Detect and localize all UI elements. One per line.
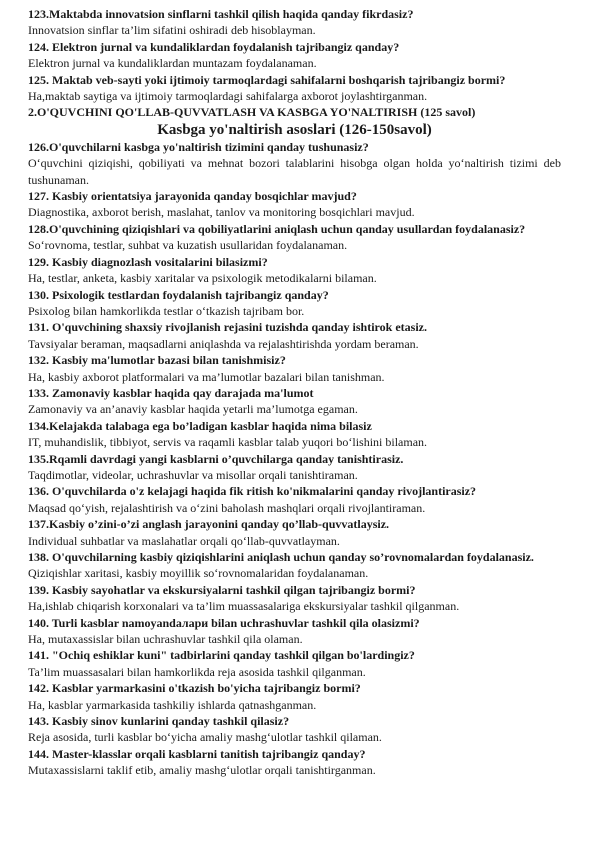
- answer-143: Reja asosida, turli kasblar bo‘yicha amaliy mashg‘ulotlar tashkil qilaman.: [28, 730, 382, 745]
- question-124: 124. Elektron jurnal va kundaliklardan foydalanish tajribangiz qanday?: [28, 39, 400, 54]
- answer-123: Innovatsion sinflar ta’lim sifatini oshiradi deb hisoblayman.: [28, 23, 316, 38]
- answer-128: So‘rovnoma, testlar, suhbat va kuzatish usullaridan foydalanaman.: [28, 238, 348, 253]
- answer-141: Ta’lim muassasalari bilan hamkorlikda reja asosida tashkil qilganman.: [28, 664, 366, 679]
- question-127: 127. Kasbiy orientatsiya jarayonida qanday bosqichlar mavjud?: [28, 189, 357, 204]
- answer-140: Ha, mutaxassislar bilan uchrashuvlar tashkil qila olaman.: [28, 632, 303, 647]
- answer-133: Zamonaviy va an’anaviy kasblar haqida yetarli ma’lumotga egaman.: [28, 402, 358, 417]
- answer-132: Ha, kasbiy axborot platformalari va ma’lumotlar bazalari bilan tanishman.: [28, 369, 385, 384]
- question-142: 142. Kasblar yarmarkasini o'tkazish bo'yicha tajribangiz bormi?: [28, 681, 361, 696]
- question-144: 144. Master-klasslar orqali kasblarni tanitish tajribangiz qanday?: [28, 746, 366, 761]
- answer-139: Ha,ishlab chiqarish korxonalari va ta’lim muassasalariga ekskursiyalar tashkil qilganman.: [28, 599, 460, 614]
- question-130: 130. Psixologik testlardan foydalanish tajribangiz qanday?: [28, 287, 329, 302]
- question-134: 134.Kelajakda talabaga ega bo’ladigan kasblar haqida nima bilasiz: [28, 418, 372, 433]
- question-136: 136. O'quvchilarda o'z kelajagi haqida fik ritish ko'nikmalarini qanday rivojlantirasiz?: [28, 484, 477, 499]
- question-123: 123.Maktabda innovatsion sinflarni tashkil qilish haqida qanday fikrdasiz?: [28, 7, 414, 21]
- answer-142: Ha, kasblar yarmarkasida tashkiliy ishlarda qatnashganman.: [28, 697, 317, 712]
- question-128: 128.O'quvchining qiziqishlari va qobiliyatlarini aniqlash uchun qanday usullardan foydalanasiz?: [28, 221, 526, 236]
- question-125: 125. Maktab veb-sayti yoki ijtimoiy tarmoqlardagi sahifalarni boshqarish tajribangiz bormi?: [28, 72, 506, 87]
- answer-130: Psixolog bilan hamkorlikda testlar o‘tkazish tajribam bor.: [28, 303, 305, 318]
- answer-131: Tavsiyalar beraman, maqsadlarni aniqlashda va rejalashtirishda yordam beraman.: [28, 336, 419, 351]
- question-129: 129. Kasbiy diagnozlash vositalarini bilasizmi?: [28, 254, 268, 269]
- question-138: 138. O'quvchilarning kasbiy qiziqishlarini aniqlash uchun qanday so’rovnomalardan foydalanasiz.: [28, 550, 534, 564]
- answer-138: Qiziqishlar xaritasi, kasbiy moyillik so‘rovnomalaridan foydalanaman.: [28, 566, 369, 581]
- question-137: 137.Kasbiy o’zini-o’zi anglash jarayonini qanday qo’llab-quvvatlaysiz.: [28, 517, 390, 532]
- answer-124: Elektron jurnal va kundaliklardan muntazam foydalanaman.: [28, 56, 317, 71]
- answer-134: IT, muhandislik, tibbiyot, servis va raqamli kasblar talab yuqori bo‘lishini bilaman.: [28, 435, 428, 450]
- answer-136: Maqsad qo‘yish, rejalashtirish va o‘zini baholash mashqlari orqali rivojlantiraman.: [28, 500, 426, 515]
- question-140: 140. Turli kasblar namoyandaлари bilan uchrashuvlar tashkil qila olasizmi?: [28, 615, 420, 630]
- qa-list: [28, 139, 561, 779]
- section-subtitle: Kasbga yo'naltirish asoslari (126-150savol): [157, 121, 432, 138]
- answer-129: Ha, testlar, anketa, kasbiy xaritalar va psixologik metodikalarni bilaman.: [28, 271, 377, 286]
- question-143: 143. Kasbiy sinov kunlarini qanday tashkil qilasiz?: [28, 714, 290, 729]
- answer-127: Diagnostika, axborot berish, maslahat, tanlov va monitoring bosqichlari mavjud.: [28, 205, 415, 220]
- answer-126: O‘quvchini qiziqishi, qobiliyati va mehnat bozori talablarini hisobga olgan holda yo‘naltirish tizimi deb tushunaman.: [28, 156, 561, 187]
- question-133: 133. Zamonaviy kasblar haqida qay darajada ma'lumot: [28, 385, 314, 400]
- question-131: 131. O'quvchining shaxsiy rivojlanish rejasini tuzishda qanday ishtirok etasiz.: [28, 320, 427, 335]
- question-141: 141. "Ochiq eshiklar kuni" tadbirlarini qanday tashkil qilgan bo'lardingiz?: [28, 648, 415, 663]
- qa-block-top: [28, 6, 561, 104]
- question-139: 139. Kasbiy sayohatlar va ekskursiyalarni tashkil qilgan tajribangiz bormi?: [28, 582, 416, 597]
- section-title: 2.O'QUVCHINI QO'LLAB-QUVVATLASH VA KASBGA YO'NALTIRISH (125 savol): [28, 105, 476, 120]
- answer-144: Mutaxassislarni taklif etib, amaliy mashg‘ulotlar orqali tanishtirganman.: [28, 763, 376, 778]
- answer-125: Ha,maktab saytiga va ijtimoiy tarmoqlardagi sahifalarga axborot joylashtirganman.: [28, 89, 428, 104]
- question-132: 132. Kasbiy ma'lumotlar bazasi bilan tanishmisiz?: [28, 353, 286, 368]
- question-126: 126.O'quvchilarni kasbga yo'naltirish tizimini qanday tushunasiz?: [28, 139, 369, 154]
- question-135: 135.Rqamli davrdagi yangi kasblarni o’quvchilarga qanday tanishtirasiz.: [28, 451, 404, 466]
- answer-135: Taqdimotlar, videolar, uchrashuvlar va misollar orqali tanishtiraman.: [28, 467, 358, 482]
- answer-137: Individual suhbatlar va maslahatlar orqali qo‘llab-quvvatlayman.: [28, 533, 340, 548]
